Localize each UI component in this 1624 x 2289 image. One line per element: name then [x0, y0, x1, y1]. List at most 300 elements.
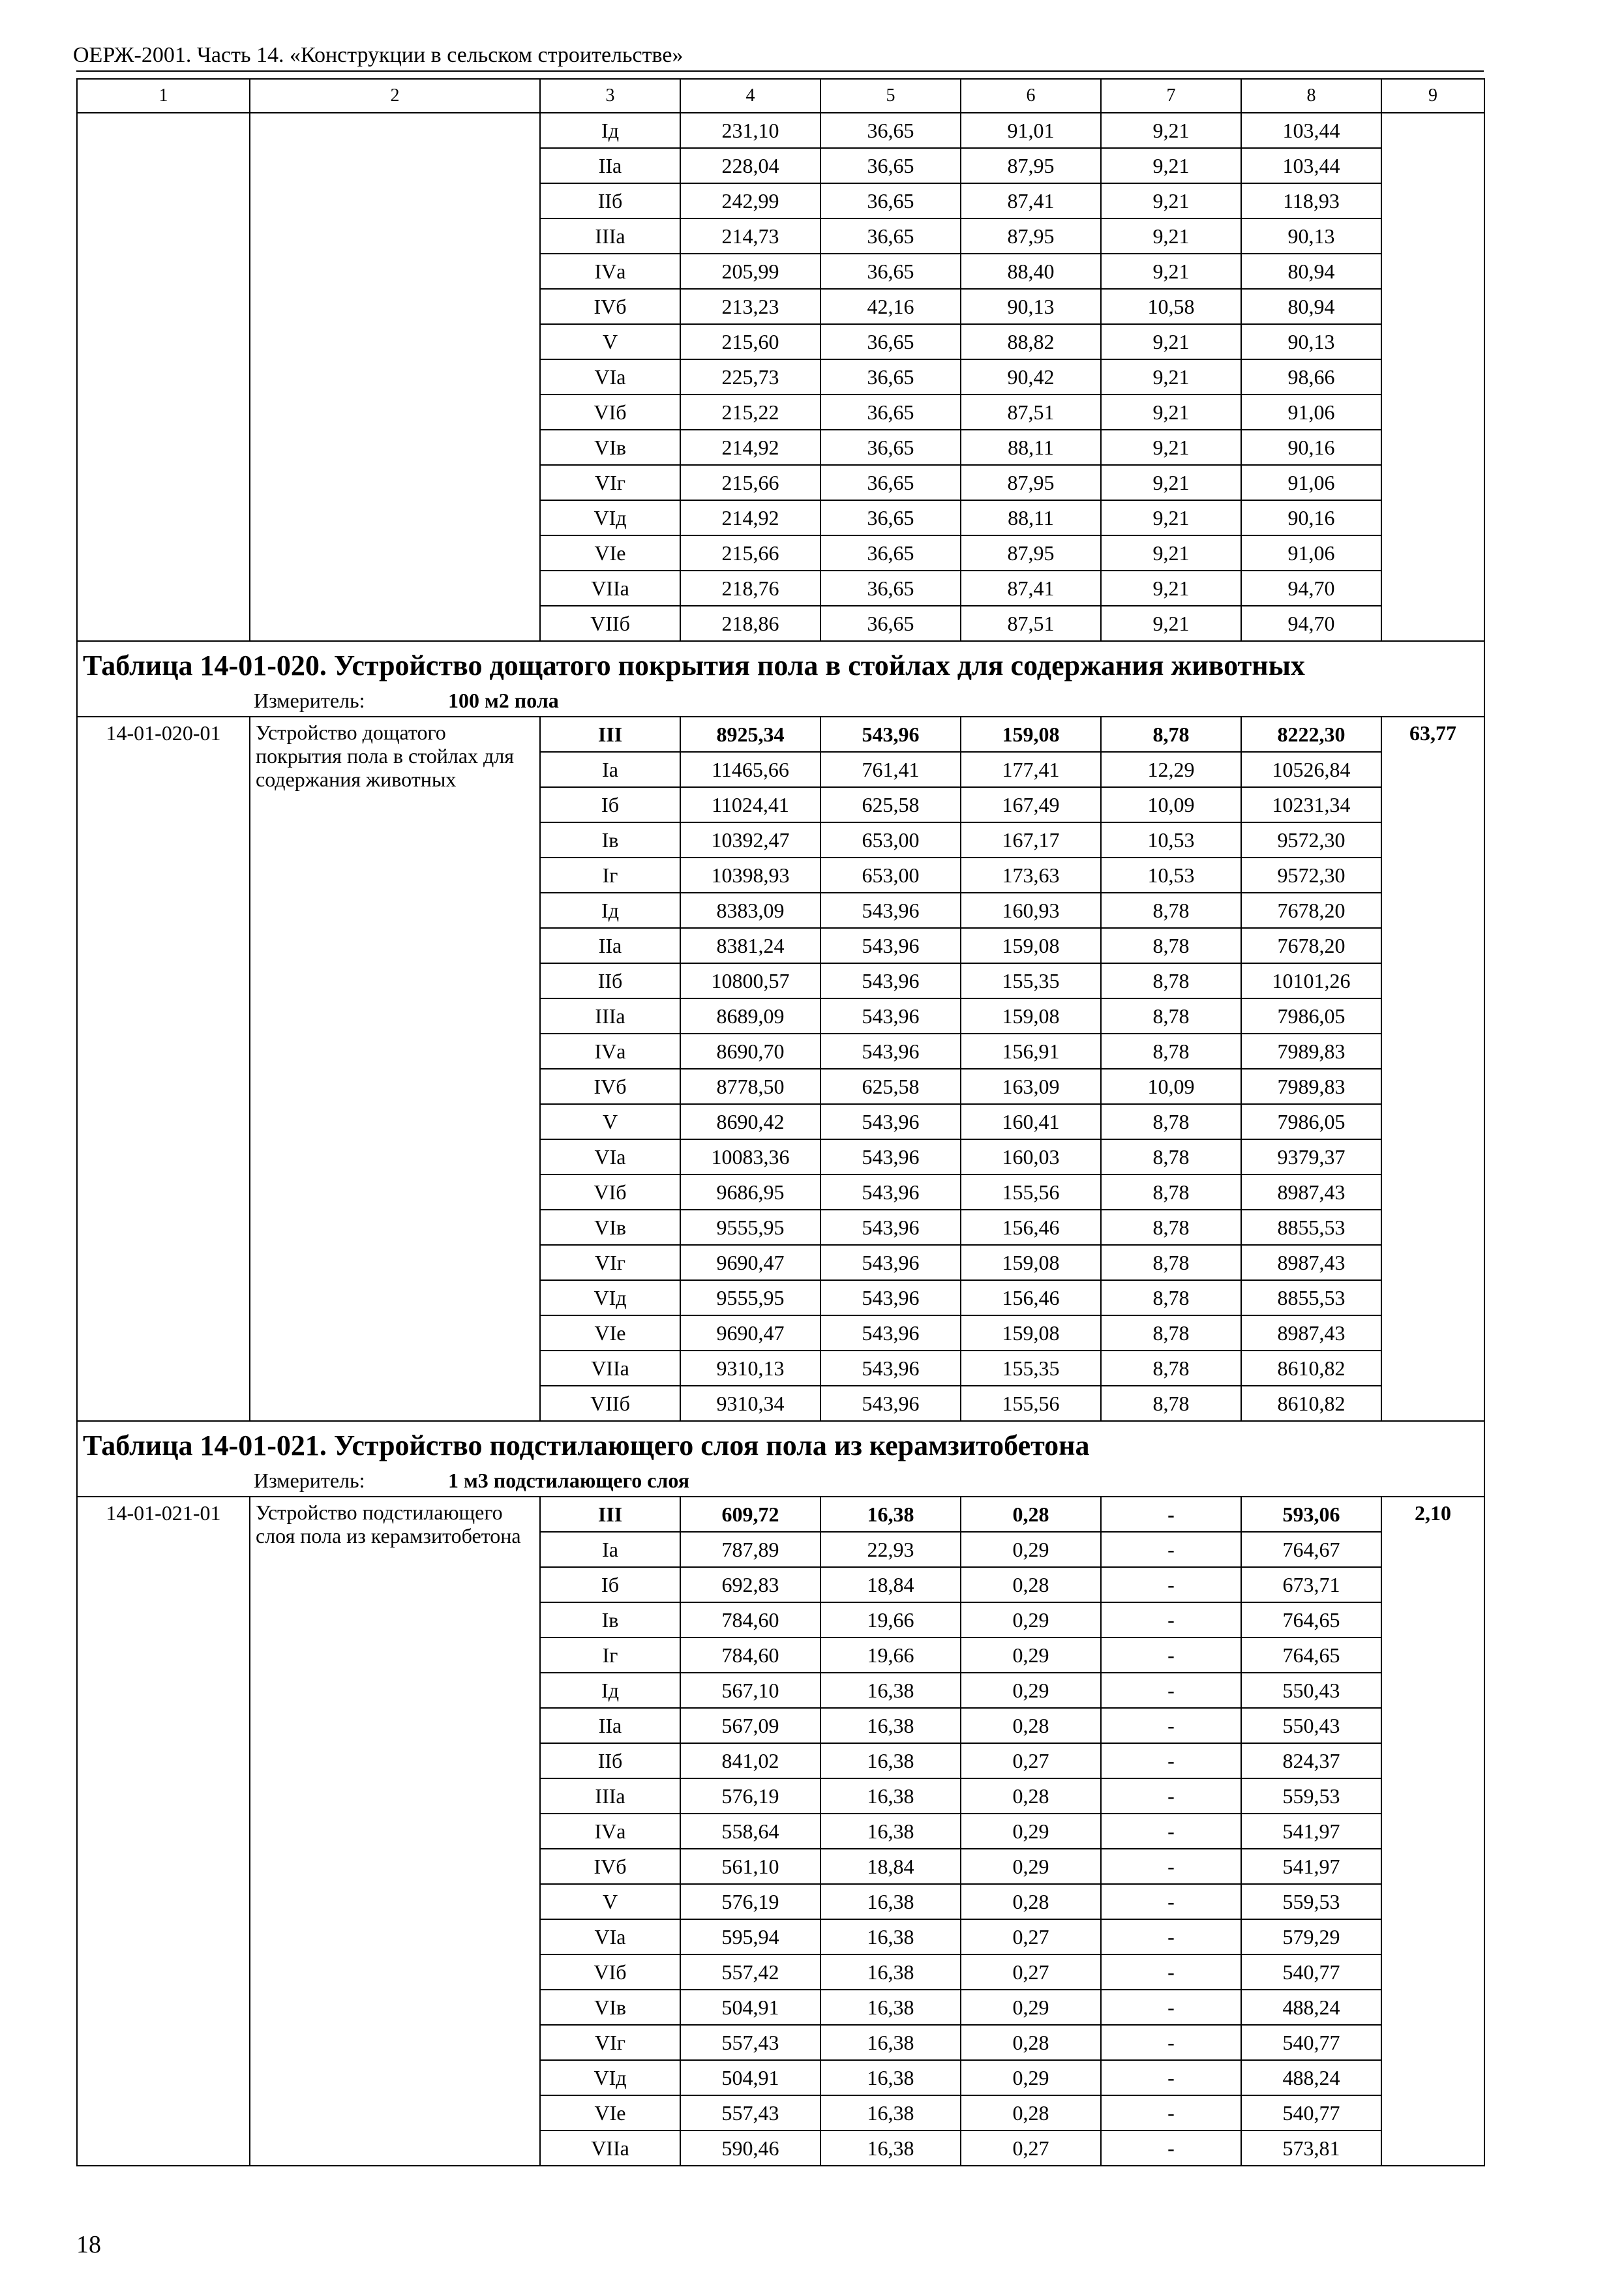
value-cell: - [1101, 1814, 1241, 1849]
value-cell: 543,96 [820, 928, 961, 963]
value-cell: 91,01 [961, 113, 1101, 148]
zone-cell: VIг [540, 465, 680, 500]
value-cell: 155,56 [961, 1174, 1101, 1210]
value-cell: 36,65 [820, 465, 961, 500]
zone-cell: VIIб [540, 606, 680, 641]
value-cell: 7678,20 [1241, 928, 1381, 963]
zone-cell: VIв [540, 430, 680, 465]
value-cell: - [1101, 1602, 1241, 1638]
value-cell: 543,96 [820, 1174, 961, 1210]
value-cell: 9,21 [1101, 183, 1241, 218]
value-cell: 10,09 [1101, 787, 1241, 822]
zone-cell: IIа [540, 928, 680, 963]
value-cell: 16,38 [820, 1497, 961, 1532]
value-cell: 8,78 [1101, 1174, 1241, 1210]
zone-cell: V [540, 1104, 680, 1139]
zone-cell: VIIа [540, 571, 680, 606]
zone-cell: V [540, 1884, 680, 1919]
value-cell: 8,78 [1101, 1104, 1241, 1139]
value-cell: 0,28 [961, 2095, 1101, 2131]
value-cell: 91,06 [1241, 535, 1381, 571]
value-cell: 0,28 [961, 1778, 1101, 1814]
value-cell: 10526,84 [1241, 752, 1381, 787]
value-cell: 543,96 [820, 1139, 961, 1174]
value-cell: 215,66 [680, 535, 820, 571]
value-cell: - [1101, 1638, 1241, 1673]
value-cell: 0,27 [961, 1743, 1101, 1778]
value-cell: 543,96 [820, 1210, 961, 1245]
value-cell: 88,11 [961, 500, 1101, 535]
value-cell: 9555,95 [680, 1280, 820, 1315]
value-cell: 87,41 [961, 571, 1101, 606]
column-number: 1 [77, 79, 250, 113]
value-cell: 541,97 [1241, 1849, 1381, 1884]
value-cell: 595,94 [680, 1919, 820, 1954]
value-cell: 16,38 [820, 1708, 961, 1743]
value-cell: 543,96 [820, 1104, 961, 1139]
value-cell: 576,19 [680, 1778, 820, 1814]
value-cell: 16,38 [820, 1778, 961, 1814]
value-cell: 7989,83 [1241, 1069, 1381, 1104]
value-cell: 0,28 [961, 1884, 1101, 1919]
value-cell: 155,35 [961, 963, 1101, 998]
value-cell: 10398,93 [680, 858, 820, 893]
zone-cell: VIе [540, 1315, 680, 1351]
zone-cell: Iд [540, 1673, 680, 1708]
value-cell: 567,09 [680, 1708, 820, 1743]
value-cell: 36,65 [820, 606, 961, 641]
value-cell: 214,92 [680, 500, 820, 535]
section-title: Таблица 14-01-020. Устройство дощатого покрытия пола в стойлах для содержания животных [83, 650, 1305, 681]
zone-cell: VIг [540, 2025, 680, 2060]
value-cell: 90,13 [1241, 218, 1381, 254]
value-cell: 692,83 [680, 1567, 820, 1602]
value-cell: 573,81 [1241, 2131, 1381, 2166]
value-cell: 16,38 [820, 1673, 961, 1708]
zone-cell: Iв [540, 822, 680, 858]
value-cell: 10,09 [1101, 1069, 1241, 1104]
zone-cell: IVа [540, 1814, 680, 1849]
zone-cell: IVа [540, 254, 680, 289]
value-cell: 177,41 [961, 752, 1101, 787]
value-cell: 167,49 [961, 787, 1101, 822]
value-cell: 8,78 [1101, 717, 1241, 752]
value-cell: 557,43 [680, 2095, 820, 2131]
value-cell: 543,96 [820, 1351, 961, 1386]
value-cell: 9,21 [1101, 148, 1241, 183]
value-cell: 543,96 [820, 717, 961, 752]
value-cell: 16,38 [820, 1814, 961, 1849]
value-cell: 0,28 [961, 1497, 1101, 1532]
value-cell: 9310,34 [680, 1386, 820, 1421]
value-cell: 653,00 [820, 858, 961, 893]
value-cell: 9686,95 [680, 1174, 820, 1210]
value-cell: 90,16 [1241, 430, 1381, 465]
empty-code-cell [77, 113, 250, 641]
value-cell: 36,65 [820, 113, 961, 148]
value-cell: 764,67 [1241, 1532, 1381, 1567]
value-cell: 94,70 [1241, 606, 1381, 641]
page-number: 18 [76, 2231, 101, 2258]
zone-cell: VIб [540, 395, 680, 430]
value-cell: 8222,30 [1241, 717, 1381, 752]
value-cell: 16,38 [820, 1990, 961, 2025]
value-cell: 80,94 [1241, 289, 1381, 324]
value-cell: 9,21 [1101, 465, 1241, 500]
value-cell: 118,93 [1241, 183, 1381, 218]
value-cell: 36,65 [820, 535, 961, 571]
zone-cell: VIв [540, 1210, 680, 1245]
value-cell: 784,60 [680, 1638, 820, 1673]
value-cell: 824,37 [1241, 1743, 1381, 1778]
value-cell: 156,91 [961, 1034, 1101, 1069]
value-cell: 9,21 [1101, 395, 1241, 430]
value-cell: - [1101, 1532, 1241, 1567]
value-cell: 103,44 [1241, 148, 1381, 183]
value-cell: 7986,05 [1241, 1104, 1381, 1139]
value-cell: 8855,53 [1241, 1210, 1381, 1245]
value-cell: - [1101, 1743, 1241, 1778]
zone-cell: V [540, 324, 680, 359]
zone-cell: Iд [540, 893, 680, 928]
value-cell: 155,56 [961, 1386, 1101, 1421]
value-cell: 163,09 [961, 1069, 1101, 1104]
value-cell: 16,38 [820, 1919, 961, 1954]
column-number: 9 [1381, 79, 1484, 113]
value-cell: 543,96 [820, 1386, 961, 1421]
value-cell: 9,21 [1101, 430, 1241, 465]
zone-cell: VIа [540, 359, 680, 395]
price-table-body [77, 79, 1484, 2166]
value-cell: 10,53 [1101, 858, 1241, 893]
section-header [77, 641, 1484, 717]
value-cell: 19,66 [820, 1602, 961, 1638]
value-cell: 159,08 [961, 928, 1101, 963]
section-title: Таблица 14-01-021. Устройство подстилающего слоя пола из керамзитобетона [83, 1429, 1090, 1462]
zone-cell: VIIа [540, 2131, 680, 2166]
value-cell: 87,51 [961, 606, 1101, 641]
column-number: 5 [820, 79, 961, 113]
value-cell: 8381,24 [680, 928, 820, 963]
value-cell: 9,21 [1101, 254, 1241, 289]
column-number: 6 [961, 79, 1101, 113]
value-cell: 8689,09 [680, 998, 820, 1034]
rate-name: Устройство подстилающего слоя пола из керамзитобетона [250, 1497, 540, 2166]
value-cell: 0,27 [961, 1919, 1101, 1954]
zone-cell: VIд [540, 1280, 680, 1315]
value-cell: 8,78 [1101, 1386, 1241, 1421]
zone-cell: Iа [540, 752, 680, 787]
labor-total: 2,10 [1381, 1497, 1484, 2166]
zone-cell: VIб [540, 1174, 680, 1210]
value-cell: 173,63 [961, 858, 1101, 893]
value-cell: 36,65 [820, 500, 961, 535]
value-cell: - [1101, 1849, 1241, 1884]
value-cell: 8,78 [1101, 1351, 1241, 1386]
value-cell: 543,96 [820, 1034, 961, 1069]
value-cell: 16,38 [820, 2025, 961, 2060]
value-cell: 9310,13 [680, 1351, 820, 1386]
value-cell: 559,53 [1241, 1778, 1381, 1814]
value-cell: 784,60 [680, 1602, 820, 1638]
value-cell: 87,95 [961, 148, 1101, 183]
value-cell: 87,95 [961, 535, 1101, 571]
value-cell: 160,93 [961, 893, 1101, 928]
zone-cell: IIIа [540, 218, 680, 254]
value-cell: 36,65 [820, 148, 961, 183]
zone-cell: IIа [540, 148, 680, 183]
column-number-row [77, 79, 1484, 113]
zone-cell: Iб [540, 787, 680, 822]
value-cell: 787,89 [680, 1532, 820, 1567]
value-cell: 36,65 [820, 430, 961, 465]
value-cell: 8987,43 [1241, 1245, 1381, 1280]
value-cell: 579,29 [1241, 1919, 1381, 1954]
zone-cell: Iв [540, 1602, 680, 1638]
value-cell: 540,77 [1241, 1954, 1381, 1990]
value-cell: 214,92 [680, 430, 820, 465]
value-cell: 590,46 [680, 2131, 820, 2166]
zone-cell: III [540, 1497, 680, 1532]
zone-cell: VIIб [540, 1386, 680, 1421]
value-cell: 550,43 [1241, 1708, 1381, 1743]
value-cell: 8610,82 [1241, 1386, 1381, 1421]
value-cell: 9,21 [1101, 218, 1241, 254]
section-meter [83, 689, 1479, 712]
zone-cell: VIв [540, 1990, 680, 2025]
value-cell: 10392,47 [680, 822, 820, 858]
value-cell: 504,91 [680, 2060, 820, 2095]
zone-cell: VIг [540, 1245, 680, 1280]
value-cell: 558,64 [680, 1814, 820, 1849]
zone-cell: IVб [540, 289, 680, 324]
value-cell: 36,65 [820, 571, 961, 606]
value-cell: 9379,37 [1241, 1139, 1381, 1174]
value-cell: - [1101, 1884, 1241, 1919]
value-cell: 557,42 [680, 1954, 820, 1990]
value-cell: - [1101, 1990, 1241, 2025]
value-cell: 550,43 [1241, 1673, 1381, 1708]
value-cell: 8987,43 [1241, 1174, 1381, 1210]
value-cell: 36,65 [820, 183, 961, 218]
value-cell: 8,78 [1101, 893, 1241, 928]
value-cell: 8925,34 [680, 717, 820, 752]
value-cell: 625,58 [820, 1069, 961, 1104]
value-cell: - [1101, 2025, 1241, 2060]
value-cell: 80,94 [1241, 254, 1381, 289]
value-cell: 0,28 [961, 1567, 1101, 1602]
value-cell: 88,82 [961, 324, 1101, 359]
value-cell: 673,71 [1241, 1567, 1381, 1602]
value-cell: 36,65 [820, 218, 961, 254]
value-cell: 540,77 [1241, 2095, 1381, 2131]
value-cell: 653,00 [820, 822, 961, 858]
value-cell: 10101,26 [1241, 963, 1381, 998]
value-cell: 567,10 [680, 1673, 820, 1708]
value-cell: 214,73 [680, 218, 820, 254]
value-cell: 8,78 [1101, 1139, 1241, 1174]
value-cell: 543,96 [820, 893, 961, 928]
value-cell: 9,21 [1101, 571, 1241, 606]
value-cell: 16,38 [820, 2131, 961, 2166]
value-cell: 8,78 [1101, 998, 1241, 1034]
value-cell: 0,29 [961, 1814, 1101, 1849]
value-cell: 159,08 [961, 717, 1101, 752]
column-number: 8 [1241, 79, 1381, 113]
value-cell: 36,65 [820, 254, 961, 289]
value-cell: 9,21 [1101, 606, 1241, 641]
zone-cell: VIе [540, 2095, 680, 2131]
zone-cell: III [540, 717, 680, 752]
value-cell: 10083,36 [680, 1139, 820, 1174]
value-cell: 10800,57 [680, 963, 820, 998]
value-cell: 218,76 [680, 571, 820, 606]
rate-code: 14-01-020-01 [77, 717, 250, 1421]
zone-cell: IIа [540, 1708, 680, 1743]
value-cell: 11465,66 [680, 752, 820, 787]
value-cell: 9690,47 [680, 1315, 820, 1351]
value-cell: 156,46 [961, 1210, 1101, 1245]
value-cell: 8383,09 [680, 893, 820, 928]
value-cell: 0,29 [961, 1849, 1101, 1884]
value-cell: 8690,70 [680, 1034, 820, 1069]
value-cell: 10,58 [1101, 289, 1241, 324]
column-number: 3 [540, 79, 680, 113]
value-cell: 8,78 [1101, 1315, 1241, 1351]
header-rule [76, 70, 1484, 72]
meter-label: Измеритель: [254, 1469, 365, 1493]
value-cell: 94,70 [1241, 571, 1381, 606]
value-cell: 228,04 [680, 148, 820, 183]
value-cell: 90,13 [961, 289, 1101, 324]
zone-cell: VIа [540, 1919, 680, 1954]
value-cell: 841,02 [680, 1743, 820, 1778]
value-cell: 9,21 [1101, 535, 1241, 571]
zone-cell: IIIа [540, 998, 680, 1034]
value-cell: 543,96 [820, 1280, 961, 1315]
value-cell: 36,65 [820, 324, 961, 359]
value-cell: 0,27 [961, 1954, 1101, 1990]
value-cell: 160,03 [961, 1139, 1101, 1174]
value-cell: 8,78 [1101, 928, 1241, 963]
value-cell: 9,21 [1101, 113, 1241, 148]
value-cell: 764,65 [1241, 1602, 1381, 1638]
price-table [76, 78, 1485, 2166]
empty-total-cell [1381, 113, 1484, 641]
value-cell: 9555,95 [680, 1210, 820, 1245]
value-cell: - [1101, 1673, 1241, 1708]
zone-cell: VIIа [540, 1351, 680, 1386]
value-cell: 543,96 [820, 998, 961, 1034]
value-cell: 9572,30 [1241, 858, 1381, 893]
zone-cell: VIд [540, 500, 680, 535]
value-cell: 155,35 [961, 1351, 1101, 1386]
value-cell: 541,97 [1241, 1814, 1381, 1849]
value-cell: 98,66 [1241, 359, 1381, 395]
rate-code: 14-01-021-01 [77, 1497, 250, 2166]
value-cell: 103,44 [1241, 113, 1381, 148]
value-cell: 231,10 [680, 113, 820, 148]
table-row [77, 1497, 1484, 1532]
value-cell: 88,40 [961, 254, 1101, 289]
value-cell: 215,60 [680, 324, 820, 359]
value-cell: 90,16 [1241, 500, 1381, 535]
value-cell: 7989,83 [1241, 1034, 1381, 1069]
column-number: 2 [250, 79, 540, 113]
value-cell: 543,96 [820, 963, 961, 998]
zone-cell: IIIа [540, 1778, 680, 1814]
meter-value: 100 м2 пола [448, 688, 559, 712]
zone-cell: IIб [540, 1743, 680, 1778]
value-cell: 609,72 [680, 1497, 820, 1532]
value-cell: - [1101, 2095, 1241, 2131]
value-cell: 764,65 [1241, 1638, 1381, 1673]
value-cell: 8,78 [1101, 1245, 1241, 1280]
value-cell: 9,21 [1101, 500, 1241, 535]
zone-cell: VIе [540, 535, 680, 571]
labor-total: 63,77 [1381, 717, 1484, 1421]
value-cell: 9572,30 [1241, 822, 1381, 858]
value-cell: 205,99 [680, 254, 820, 289]
value-cell: 242,99 [680, 183, 820, 218]
value-cell: 90,42 [961, 359, 1101, 395]
value-cell: 8,78 [1101, 963, 1241, 998]
value-cell: 0,29 [961, 1602, 1101, 1638]
value-cell: 19,66 [820, 1638, 961, 1673]
value-cell: 0,29 [961, 1638, 1101, 1673]
value-cell: - [1101, 1497, 1241, 1532]
value-cell: 90,13 [1241, 324, 1381, 359]
value-cell: 18,84 [820, 1567, 961, 1602]
zone-cell: Iб [540, 1567, 680, 1602]
value-cell: 0,28 [961, 1708, 1101, 1743]
value-cell: 0,29 [961, 1990, 1101, 2025]
value-cell: - [1101, 2131, 1241, 2166]
value-cell: 160,41 [961, 1104, 1101, 1139]
zone-cell: VIд [540, 2060, 680, 2095]
value-cell: 488,24 [1241, 1990, 1381, 2025]
value-cell: 16,38 [820, 2060, 961, 2095]
value-cell: 8610,82 [1241, 1351, 1381, 1386]
value-cell: 0,29 [961, 2060, 1101, 2095]
value-cell: 215,22 [680, 395, 820, 430]
value-cell: 159,08 [961, 1245, 1101, 1280]
zone-cell: Iг [540, 858, 680, 893]
value-cell: 488,24 [1241, 2060, 1381, 2095]
value-cell: 557,43 [680, 2025, 820, 2060]
value-cell: 540,77 [1241, 2025, 1381, 2060]
meter-label: Измеритель: [254, 688, 365, 712]
value-cell: 0,28 [961, 2025, 1101, 2060]
value-cell: 42,16 [820, 289, 961, 324]
value-cell: 0,29 [961, 1673, 1101, 1708]
value-cell: - [1101, 1919, 1241, 1954]
section-header [77, 1421, 1484, 1497]
rate-name: Устройство дощатого покрытия пола в стойлах для содержания животных [250, 717, 540, 1421]
zone-cell: IVб [540, 1069, 680, 1104]
value-cell: 8987,43 [1241, 1315, 1381, 1351]
value-cell: 7986,05 [1241, 998, 1381, 1034]
value-cell: 9690,47 [680, 1245, 820, 1280]
value-cell: 16,38 [820, 1884, 961, 1919]
value-cell: 10231,34 [1241, 787, 1381, 822]
section-meter [83, 1469, 1479, 1492]
zone-cell: VIа [540, 1139, 680, 1174]
value-cell: 12,29 [1101, 752, 1241, 787]
value-cell: 91,06 [1241, 395, 1381, 430]
value-cell: 8690,42 [680, 1104, 820, 1139]
value-cell: 159,08 [961, 998, 1101, 1034]
